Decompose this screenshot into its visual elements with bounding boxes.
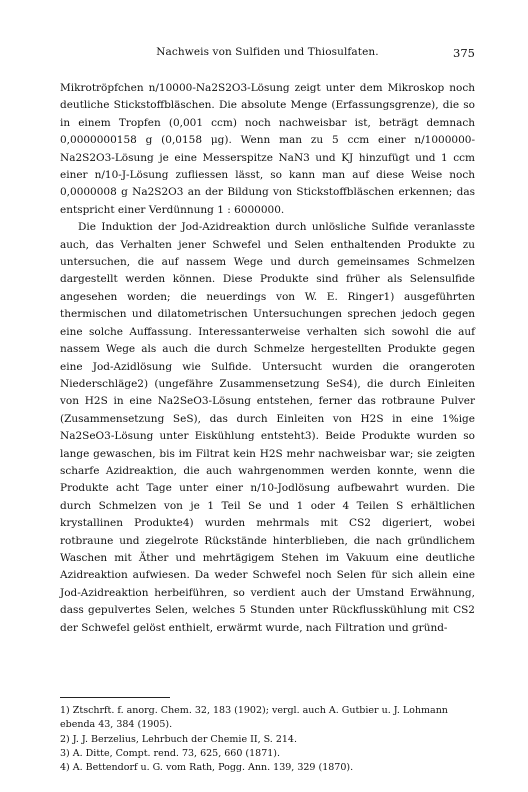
page-number: 375 xyxy=(453,46,475,60)
footnote-divider xyxy=(60,697,170,698)
running-header xyxy=(60,46,475,62)
body-text xyxy=(60,80,475,637)
footnote-4: 4) A. Bettendorf u. G. vom Rath, Pogg. Ann. 139, 329 (1870). xyxy=(60,762,354,774)
running-title: Nachweis von Sulfiden und Thiosulfaten. xyxy=(156,46,379,58)
paragraph-selen-sulfide: Die Induktion der Jod-Azidreaktion durch unlösliche Sulfide veranlasste auch, das Verhalten jener Schwefel und Selen enthaltenden Produkte zu untersuchen, die auf nassem Wege und durch gemeinsames Schmelzen dargestellt werden können. Diese Produkte sind früher als Selensulfide angesehen worden; die neuerdings von W. E. Ringer1) ausgeführten thermischen und dilatometrischen Untersuchungen sprechen jedoch gegen eine solche Auffassung. Interessanterweise verhalten sich sowohl die auf nassem Wege als auch die durch Schmelze hergestellten Produkte gegen eine Jod-Azidlösung wie Sulfide. Untersucht wurden die orangeroten Niederschläge2) (ungefähre Zusammensetzung SeS4), die durch Einleiten von H2S in eine Na2SeO3-Lösung entstehen, ferner das rotbraune Pulver (Zusammensetzung SeS), das durch Einleiten von H2S in eine 1%ige Na2SeO3-Lösung unter Eiskühlung entsteht3). Beide Produkte wurden so lange gewaschen, bis im Filtrat kein H2S mehr nachweisbar war; sie zeigten scharfe Azidreaktion, die auch wahrgenommen werden konnte, wenn die Produkte acht Tage unter einer n/10-Jodlösung aufbewahrt wurden. Die durch Schmelzen von je 1 Teil Se und 1 oder 4 Teilen S erhältlichen krystallinen Produkte4) wurden mehrmals mit CS2 digeriert, wobei rotbraune und ziegelrote Rückstände hinterblieben, die nach gründlichem Waschen mit Äther und mehrtägigem Stehen im Vakuum eine deutliche Azidreaktion aufwiesen. Da weder Schwefel noch Selen für sich allein eine Jod-Azidreaktion herbeiführen, so verdient auch der Umstand Erwähnung, dass gepulvertes Selen, welches 5 Stunden unter Rückflusskühlung mit CS2 der Schwefel gelöst enthielt, erwärmt wurde, nach Filtration und gründ- xyxy=(60,221,475,634)
footnotes xyxy=(60,704,475,775)
paragraph-continuation: Mikrotröpfchen n/10000-Na2S2O3-Lösung zeigt unter dem Mikroskop noch deutliche Stickstoffbläschen. Die absolute Menge (Erfassungsgrenze), die so in einem Tropfen (0,001 ccm) noch nachweisbar ist, beträgt demnach 0,0000000158 g (0,0158 μg). Wenn man zu 5 ccm einer n/1000000-Na2S2O3-Lösung je eine Messerspitze NaN3 und KJ hinzufügt und 1 ccm einer n/10-J-Lösung zufliessen lässt, so kann man auf diese Weise noch 0,0000008 g Na2S2O3 an der Bildung von Stickstoffbläschen erkennen; das entspricht einer Verdünnung 1 : 6000000. xyxy=(60,82,475,216)
footnote-2: 2) J. J. Berzelius, Lehrbuch der Chemie II, S. 214. xyxy=(60,733,297,745)
footnote-3: 3) A. Ditte, Compt. rend. 73, 625, 660 (1871). xyxy=(60,747,281,759)
footnote-1: 1) Ztschrft. f. anorg. Chem. 32, 183 (1902); vergl. auch A. Gutbier u. J. Lohmann ebenda 43, 384 (1905). xyxy=(60,705,448,731)
